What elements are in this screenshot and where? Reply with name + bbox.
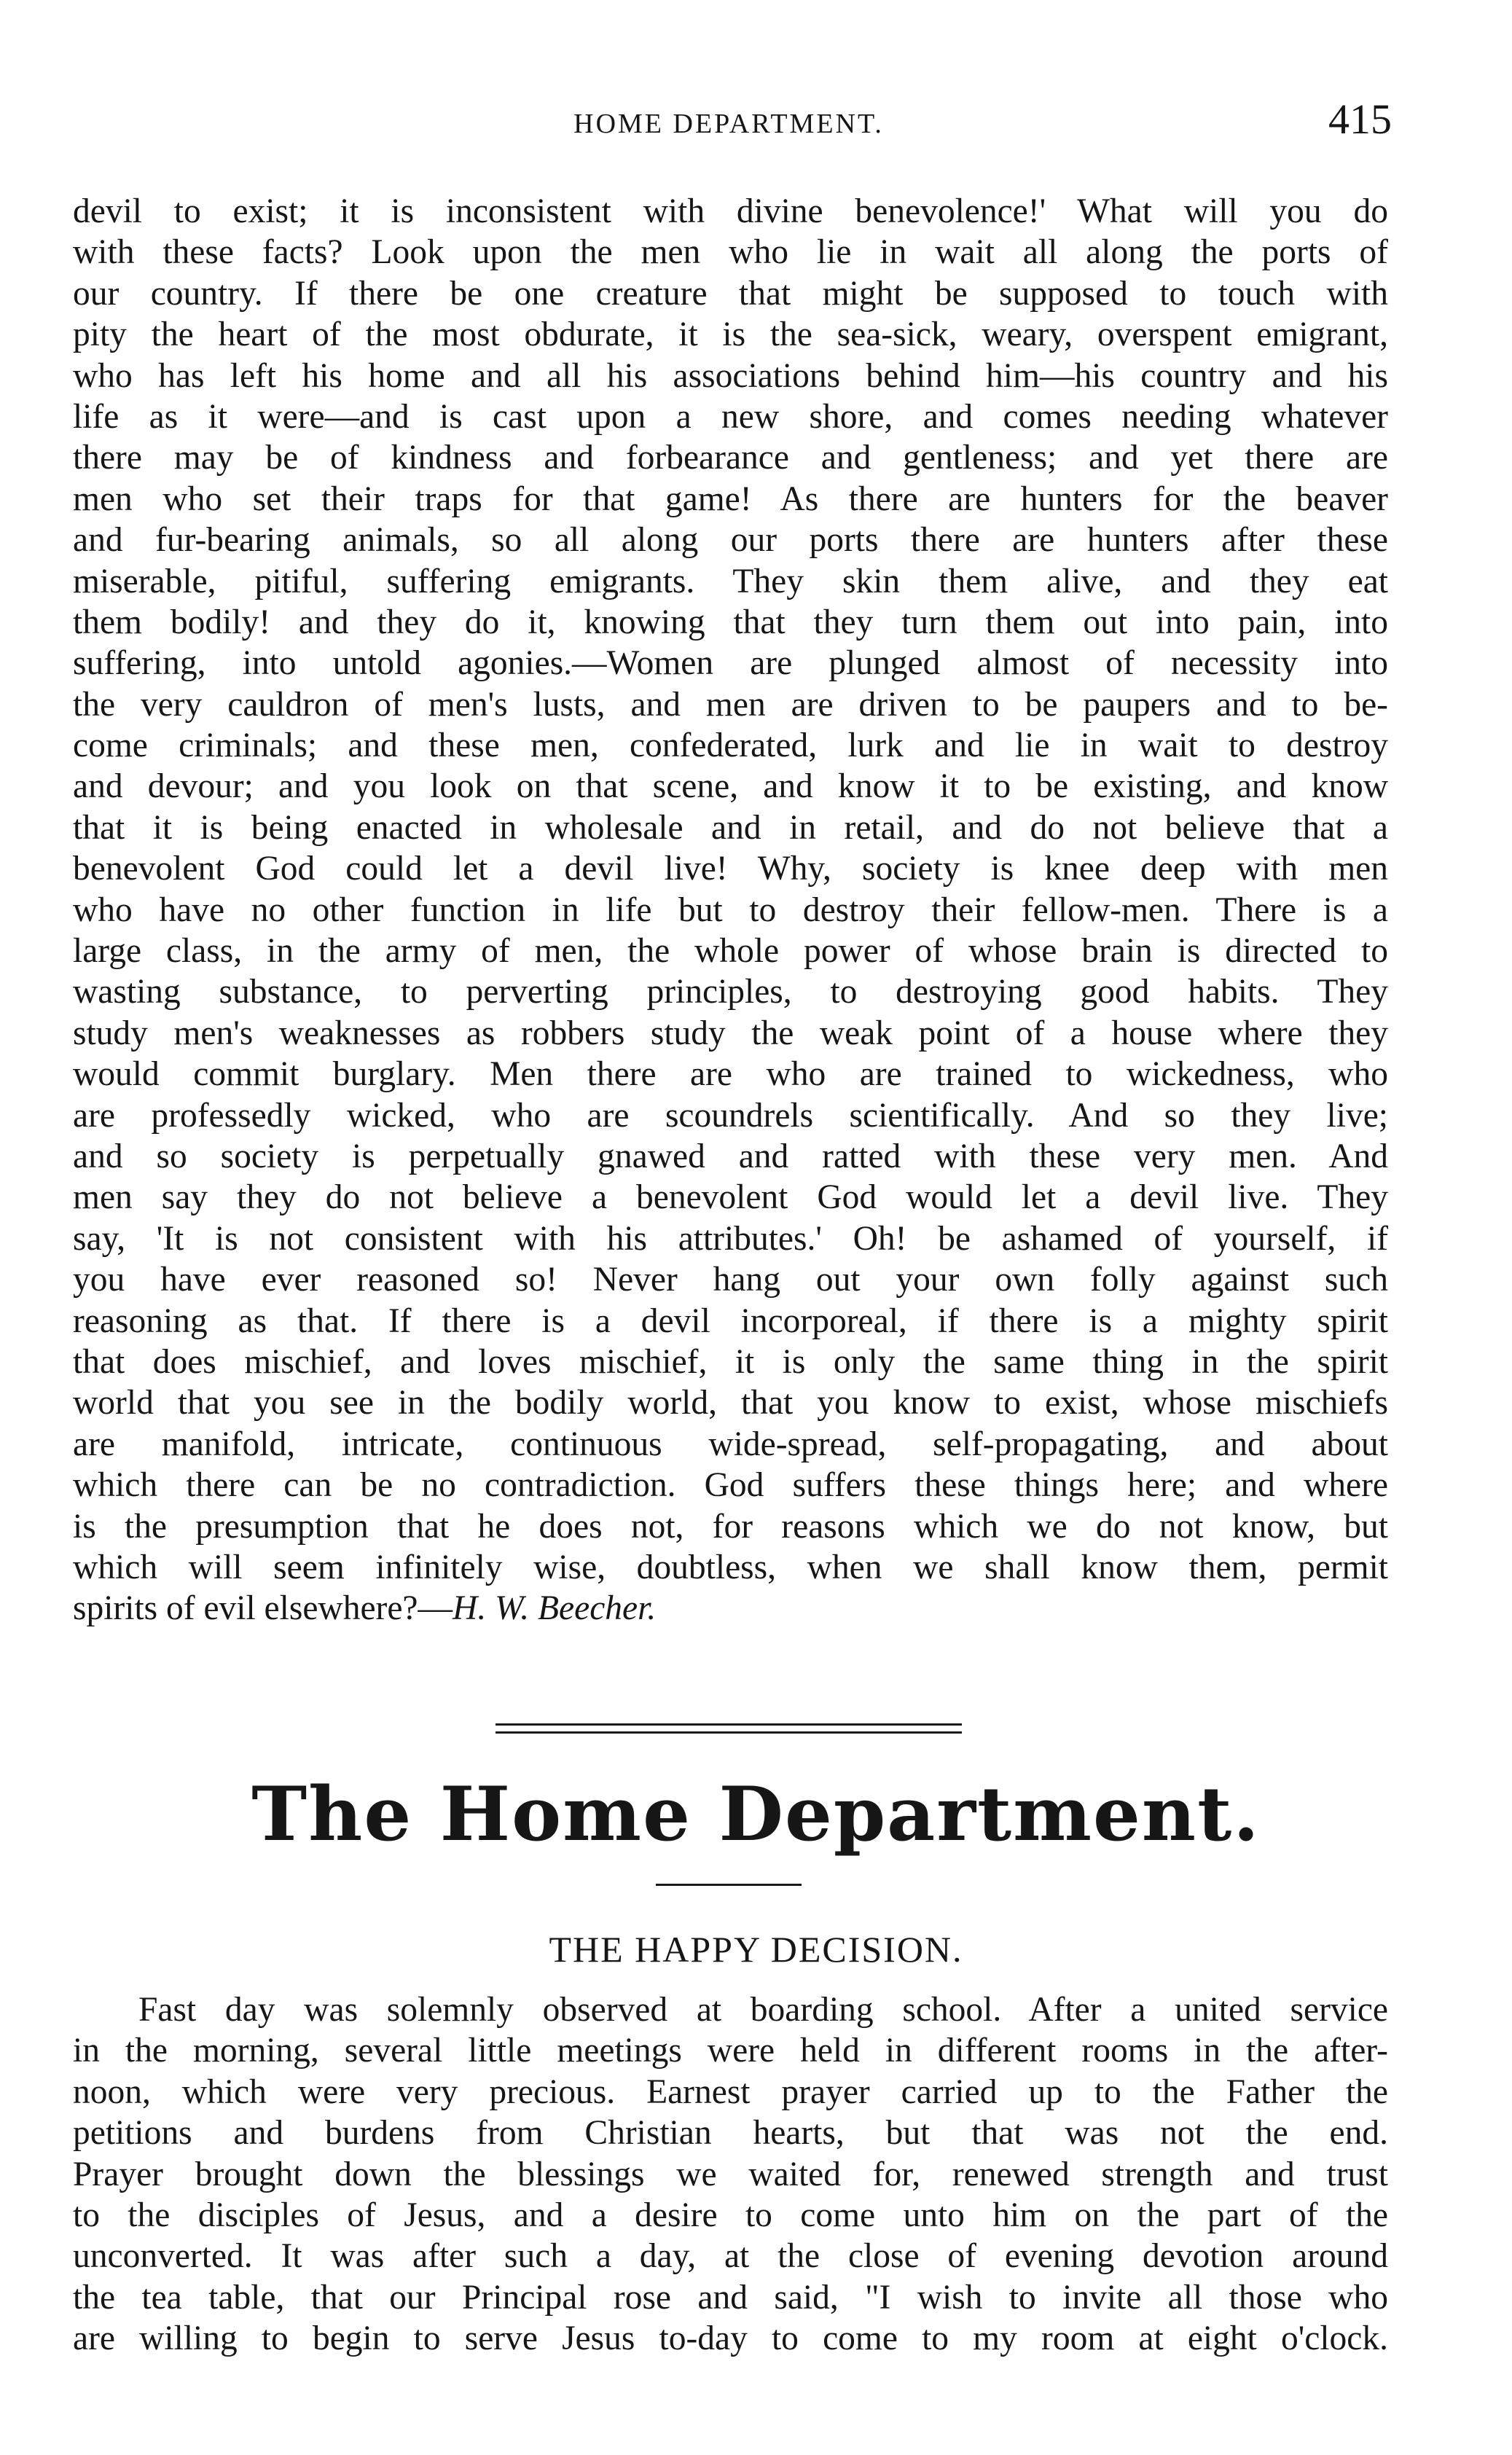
article-line: devil to exist; it is inconsistent with divine benevolence!' What will you do (73, 192, 1388, 230)
article-line: suffering, into untold agonies.—Women are plunged almost of necessity into (73, 644, 1388, 683)
article-line: pity the heart of the most obdurate, it is the sea-sick, weary, overspent emigrant, (73, 316, 1388, 354)
article-line: miserable, pitiful, suffering emigrants. They skin them alive, and they eat (73, 562, 1388, 600)
article-line: who have no other function in life but to destroy their fellow-men. There is a (73, 890, 1388, 929)
article-line: and fur-bearing animals, so all along our ports there are hunters after these (73, 521, 1388, 560)
story-line: are willing to begin to serve Jesus to-day to come to my room at eight o'clock. (73, 2319, 1388, 2358)
article-line: that it is being enacted in wholesale and in retail, and do not believe that a (73, 808, 1388, 847)
article-line: them bodily! and they do it, knowing that they turn them out into pain, into (73, 603, 1388, 641)
story-line: in the morning, several little meetings were held in different rooms in the after- (73, 2032, 1388, 2070)
story-line: the tea table, that our Principal rose and said, "I wish to invite all those who (73, 2278, 1388, 2317)
article-line: which will seem infinitely wise, doubtless, when we shall know them, permit (73, 1548, 1388, 1586)
article-line: men who set their traps for that game! As there are hunters for the beaver (73, 479, 1388, 518)
story-line: Fast day was solemnly observed at boarding school. After a united service (138, 1991, 1388, 2029)
article-line: benevolent God could let a devil live! Why, society is knee deep with men (73, 850, 1388, 888)
story-line: Prayer brought down the blessings we waited for, renewed strength and trust (73, 2155, 1388, 2193)
article-line: and so society is perpetually gnawed and ratted with these very men. And (73, 1137, 1388, 1175)
story-line: to the disciples of Jesus, and a desire to come unto him on the part of the (73, 2196, 1388, 2234)
section-heading: The Home Department. (251, 1771, 1261, 1858)
article-line: is the presumption that he does not, for reasons which we do not know, but (73, 1507, 1388, 1546)
article-line: the very cauldron of men's lusts, and men are driven to be paupers and to be- (73, 685, 1388, 724)
section-divider (495, 1723, 962, 1734)
article-line: there may be of kindness and forbearance and gentleness; and yet there are (73, 439, 1388, 477)
article-line: men say they do not believe a benevolent God would let a devil live. They (73, 1178, 1388, 1217)
article-line: with these facts? Look upon the men who lie in wait all along the ports of (73, 233, 1388, 272)
article-line: are professedly wicked, who are scoundrels scientifically. And so they live; (73, 1096, 1388, 1135)
article-closing-text: spirits of evil elsewhere?— (73, 1589, 453, 1628)
story-body (73, 1989, 1388, 2360)
article-line: are manifold, intricate, continuous wide-spread, self-propagating, and about (73, 1425, 1388, 1463)
running-title: HOME DEPARTMENT. (573, 109, 884, 139)
article-line: which there can be no contradiction. God suffers these things here; and where (73, 1466, 1388, 1505)
article-line: come criminals; and these men, confederated, lurk and lie in wait to destroy (73, 727, 1388, 765)
article-line: would commit burglary. Men there are who are trained to wickedness, who (73, 1055, 1388, 1094)
article-line: large class, in the army of men, the whole power of whose brain is directed to (73, 932, 1388, 971)
article-line: study men's weaknesses as robbers study the weak point of a house where they (73, 1014, 1388, 1052)
story-line: noon, which were very precious. Earnest prayer carried up to the Father the (73, 2072, 1388, 2111)
article-line: world that you see in the bodily world, that you know to exist, whose mischiefs (73, 1384, 1388, 1422)
article-line: you have ever reasoned so! Never hang out your own folly against such (73, 1261, 1388, 1299)
article-line: our country. If there be one creature that might be supposed to touch with (73, 274, 1388, 313)
article-line: say, 'It is not consistent with his attributes.' Oh! be ashamed of yourself, if (73, 1219, 1388, 1258)
running-head (73, 95, 1392, 146)
heading-underline (656, 1884, 802, 1886)
story-line: unconverted. It was after such a day, at the close of evening devotion around (73, 2237, 1388, 2276)
story-title: THE HAPPY DECISION. (549, 1929, 963, 1970)
article-line: reasoning as that. If there is a devil incorporeal, if there is a mighty spirit (73, 1301, 1388, 1340)
author-signature: H. W. Beecher. (453, 1589, 657, 1628)
story-line: petitions and burdens from Christian hearts, but that was not the end. (73, 2114, 1388, 2153)
article-line: who has left his home and all his associations behind him—his country and his (73, 356, 1388, 395)
article-closing-line (73, 1588, 1388, 1629)
article-line: that does mischief, and loves mischief, it is only the same thing in the spirit (73, 1342, 1388, 1381)
article-body (73, 191, 1388, 1629)
page-number: 415 (1328, 95, 1392, 143)
article-line: wasting substance, to perverting principles, to destroying good habits. They (73, 973, 1388, 1011)
article-line: and devour; and you look on that scene, and know it to be existing, and know (73, 767, 1388, 806)
article-line: life as it were—and is cast upon a new shore, and comes needing whatever (73, 397, 1388, 436)
